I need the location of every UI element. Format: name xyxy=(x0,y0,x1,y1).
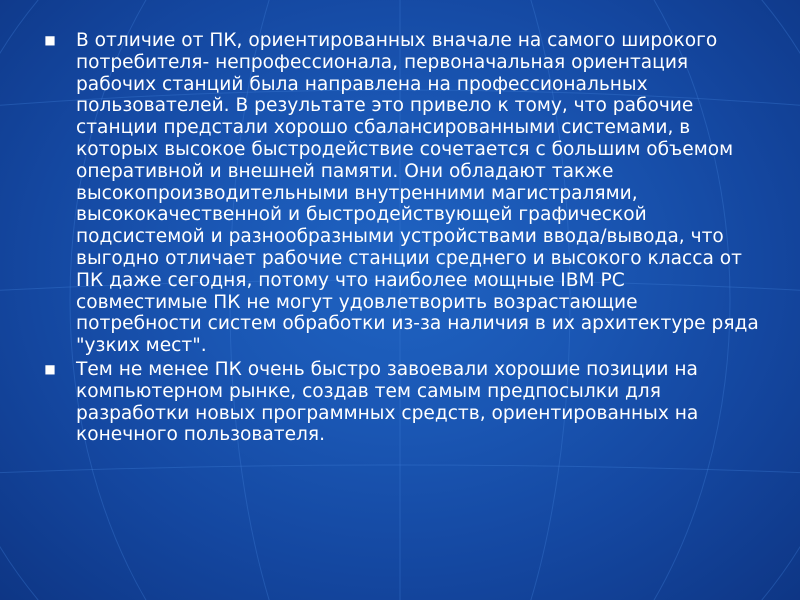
bullet-item-pc-market xyxy=(40,359,760,446)
bullet-square-icon: ■ xyxy=(44,33,56,47)
slide-content xyxy=(40,30,760,448)
bullet-item-workstations xyxy=(40,30,760,357)
bullet-text: Тем не менее ПК очень быстро завоевали хорошие позиции на компьютерном рынке, создав тем самым предпосылки для разработки новых программных средств, ориентированных на конечного пользователя. xyxy=(76,358,699,446)
bullet-square-icon: ■ xyxy=(44,361,56,376)
bullet-text: В отличие от ПК, ориентированных вначале на самого широкого потребителя- непрофессионала, первоначальная ориентация рабочих станций была направлена на профессиональных пользователей. В результате это привело к тому, что рабочие станции предстали хорошо сбалансированными системами, в которых высокое быстродействие сочетается с большим объемом оперативной и внешней памяти. Они обладают также высокопроизводительными внутренними магистралями, высококачественной и быстродействующей графической подсистемой и разнообразными устройствами ввода/вывода, что выгодно отличает рабочие станции среднего и высокого класса от ПК даже сегодня, потому что наиболее мощные IBM PC совместимые ПК не могут удовлетворить возрастающие потребности систем обработки из-за наличия в их архитектуре ряда "узких мест". xyxy=(76,30,759,357)
